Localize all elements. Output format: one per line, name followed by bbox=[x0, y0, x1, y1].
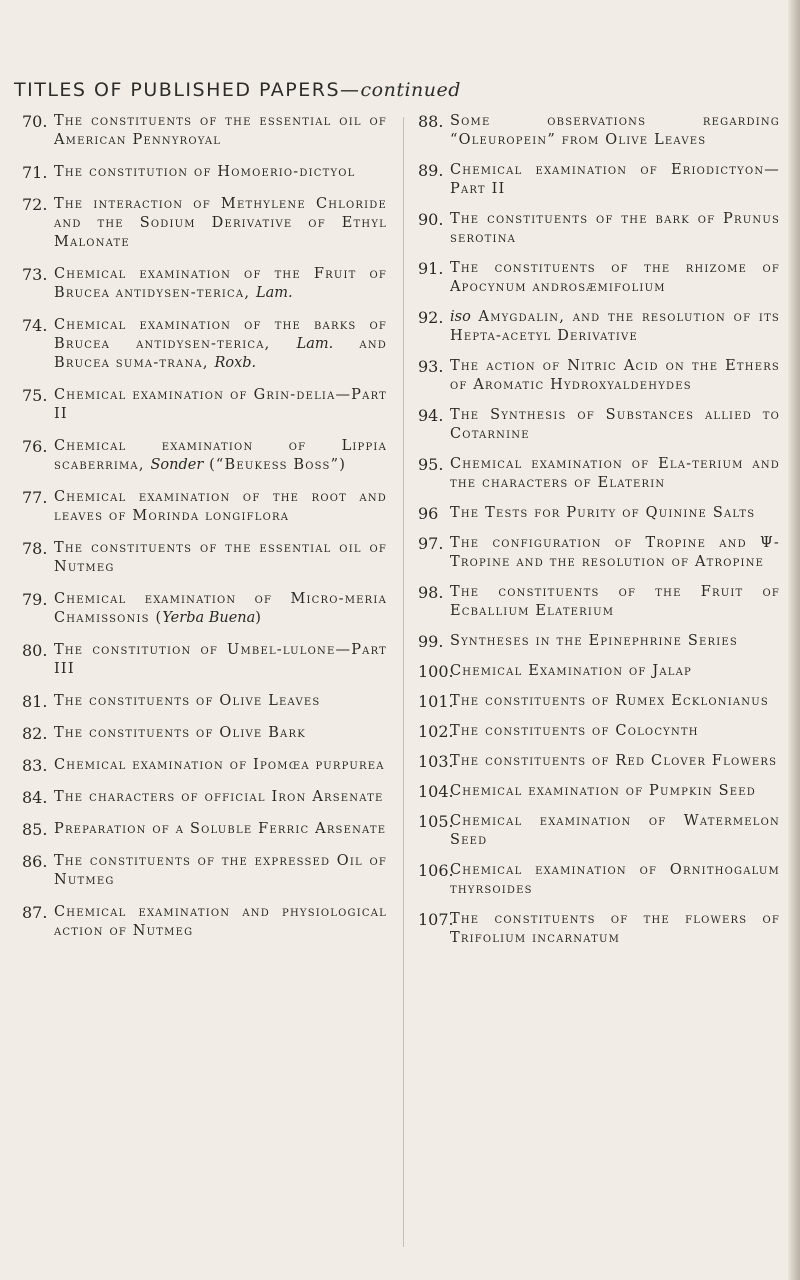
entry-title: Chemical examination of the root and leaves of Morinda longiflora bbox=[54, 489, 387, 524]
entry-number: 103. bbox=[418, 752, 454, 771]
entry-title: The constituents of the bark of Prunus serotina bbox=[450, 211, 780, 246]
entry-title: The constituents of the flowers of Trifolium incarnatum bbox=[450, 911, 780, 946]
entry-number: 106. bbox=[418, 861, 454, 880]
paper-title-entry bbox=[418, 692, 780, 711]
entry-italic-text: Lam. bbox=[255, 285, 293, 301]
paper-title-entry bbox=[22, 756, 387, 775]
paper-title-entry bbox=[22, 852, 387, 890]
entry-number: 88. bbox=[418, 112, 444, 131]
entry-title: Some observations regarding “Oleuropein” from Olive Leaves bbox=[450, 113, 780, 148]
entry-title: Chemical examination of Ornithogalum thyrsoides bbox=[450, 862, 780, 897]
paper-title-entry bbox=[418, 504, 780, 523]
entry-number: 100. bbox=[418, 662, 454, 681]
entry-title: The action of Nitric Acid on the Ethers of Aromatic Hydroxyaldehydes bbox=[450, 358, 780, 393]
paper-title-entry bbox=[418, 455, 780, 493]
entry-title: The constituents of the expressed Oil of Nutmeg bbox=[54, 853, 387, 888]
entry-title: Chemical examination of Ipomœa purpurea bbox=[54, 757, 385, 773]
entry-number: 104. bbox=[418, 782, 454, 801]
entry-italic-text: Yerba Buena bbox=[162, 610, 256, 626]
entry-title: The constituents of Colocynth bbox=[450, 723, 699, 739]
paper-title-entry bbox=[418, 259, 780, 297]
entry-italic-text: Lam. bbox=[296, 336, 334, 352]
entry-title: The constituents of Olive Leaves bbox=[54, 693, 321, 709]
entry-italic-text: Sonder bbox=[150, 457, 204, 473]
left-column bbox=[22, 112, 387, 954]
paper-title-entry bbox=[418, 662, 780, 681]
paper-title-entry bbox=[22, 641, 387, 679]
entry-text-part: ) bbox=[255, 610, 263, 626]
entry-title: Chemical examination and physiological action of Nutmeg bbox=[54, 904, 387, 939]
entry-title bbox=[54, 590, 387, 628]
paper-title-entry bbox=[22, 590, 387, 628]
entry-title: The constituents of Rumex Ecklonianus bbox=[450, 693, 769, 709]
entry-number: 95. bbox=[418, 455, 444, 474]
entry-number: 80. bbox=[22, 641, 48, 660]
entry-number: 82. bbox=[22, 724, 48, 743]
entry-number: 81. bbox=[22, 692, 48, 711]
entry-title: The constituents of Red Clover Flowers bbox=[450, 753, 778, 769]
entry-number: 107. bbox=[418, 910, 454, 929]
entry-title: The constituents of the essential oil of American Pennyroyal bbox=[54, 113, 387, 148]
paper-title-entry bbox=[418, 534, 780, 572]
entry-number: 87. bbox=[22, 903, 48, 922]
entry-title bbox=[54, 437, 387, 475]
entry-number: 77. bbox=[22, 488, 48, 507]
right-column bbox=[418, 112, 780, 959]
entry-number: 97. bbox=[418, 534, 444, 553]
paper-title-entry bbox=[418, 722, 780, 741]
entry-number: 76. bbox=[22, 437, 48, 456]
entry-number: 98. bbox=[418, 583, 444, 602]
header-continued: continued bbox=[360, 79, 461, 101]
entry-title: The constitution of Umbel-lulone—Part III bbox=[54, 642, 387, 677]
paper-title-entry bbox=[418, 308, 780, 346]
entry-text-part: Chemical examination of the Fruit of Brucea antidysen-terica, bbox=[54, 266, 387, 301]
header-title: TITLES OF PUBLISHED PAPERS— bbox=[14, 79, 361, 101]
entry-title: Chemical Examination of Jalap bbox=[450, 663, 692, 679]
entry-italic-text: iso bbox=[450, 309, 471, 325]
paper-title-entry bbox=[22, 488, 387, 526]
paper-title-entry bbox=[418, 812, 780, 850]
entry-title: The configuration of Tropine and Ψ-Tropine and the resolution of Atropine bbox=[450, 535, 780, 570]
entry-number: 75. bbox=[22, 386, 48, 405]
entry-text-part: Chemical examination of the barks of Brucea antidysen-terica, bbox=[54, 317, 387, 352]
page-header bbox=[14, 79, 461, 101]
entry-title bbox=[54, 265, 387, 303]
entry-title: Preparation of a Soluble Ferric Arsenate bbox=[54, 821, 387, 837]
column-divider bbox=[403, 117, 404, 1247]
entry-title: Chemical examination of Eriodictyon—Part II bbox=[450, 162, 780, 197]
entry-number: 93. bbox=[418, 357, 444, 376]
entry-number: 79. bbox=[22, 590, 48, 609]
entry-number: 99. bbox=[418, 632, 444, 651]
entry-text-part: (“Beukess Boss”) bbox=[203, 457, 347, 473]
entry-title: The Synthesis of Substances allied to Cotarnine bbox=[450, 407, 780, 442]
entry-title: The interaction of Methylene Chloride and the Sodium Derivative of Ethyl Malonate bbox=[54, 196, 387, 250]
page-edge-shadow bbox=[788, 0, 800, 1280]
entry-number: 96 bbox=[418, 504, 439, 523]
entry-number: 85. bbox=[22, 820, 48, 839]
entry-number: 72. bbox=[22, 195, 48, 214]
entry-number: 92. bbox=[418, 308, 444, 327]
paper-title-entry bbox=[22, 820, 387, 839]
paper-title-entry bbox=[418, 583, 780, 621]
entry-number: 74. bbox=[22, 316, 48, 335]
paper-title-entry bbox=[22, 265, 387, 303]
paper-title-entry bbox=[418, 357, 780, 395]
entry-title: The Tests for Purity of Quinine Salts bbox=[450, 505, 756, 521]
entry-number: 70. bbox=[22, 112, 48, 131]
entry-title: The constituents of the rhizome of Apocynum androsæmifolium bbox=[450, 260, 780, 295]
paper-title-entry bbox=[22, 386, 387, 424]
paper-title-entry bbox=[22, 437, 387, 475]
entry-italic-text: Roxb. bbox=[214, 355, 257, 371]
paper-title-entry bbox=[22, 788, 387, 807]
entry-number: 105. bbox=[418, 812, 454, 831]
entry-text-part: Chemical examination of Lippia scaberrima, bbox=[54, 438, 387, 473]
entry-text-part: Chemical examination of Micro-meria Chamissonis ( bbox=[54, 591, 387, 626]
paper-title-entry bbox=[22, 692, 387, 711]
paper-title-entry bbox=[22, 539, 387, 577]
entry-number: 94. bbox=[418, 406, 444, 425]
entry-title: Syntheses in the Epinephrine Series bbox=[450, 633, 738, 649]
entry-text-part: and Brucea suma-trana, bbox=[54, 336, 387, 371]
entry-title bbox=[450, 308, 780, 346]
paper-title-entry bbox=[418, 406, 780, 444]
paper-title-entry bbox=[418, 210, 780, 248]
entry-number: 91. bbox=[418, 259, 444, 278]
paper-title-entry bbox=[22, 195, 387, 252]
entry-title: Chemical examination of Watermelon Seed bbox=[450, 813, 780, 848]
entry-title: The characters of official Iron Arsenate bbox=[54, 789, 384, 805]
paper-title-entry bbox=[418, 161, 780, 199]
entry-text-part: Amygdalin, and the resolution of its Hepta-acetyl Derivative bbox=[450, 309, 780, 344]
entry-title: The constituents of the essential oil of Nutmeg bbox=[54, 540, 387, 575]
paper-title-entry bbox=[22, 112, 387, 150]
entry-number: 71. bbox=[22, 163, 48, 182]
entry-title: Chemical examination of Pumpkin Seed bbox=[450, 783, 756, 799]
paper-title-entry bbox=[22, 316, 387, 373]
entry-number: 101. bbox=[418, 692, 454, 711]
paper-title-entry bbox=[418, 632, 780, 651]
entry-number: 90. bbox=[418, 210, 444, 229]
paper-title-entry bbox=[418, 910, 780, 948]
paper-title-entry bbox=[418, 112, 780, 150]
paper-title-entry bbox=[418, 782, 780, 801]
paper-title-entry bbox=[22, 903, 387, 941]
entry-number: 84. bbox=[22, 788, 48, 807]
entry-title: The constitution of Homoerio-dictyol bbox=[54, 164, 356, 180]
entry-number: 73. bbox=[22, 265, 48, 284]
paper-title-entry bbox=[418, 752, 780, 771]
entry-number: 83. bbox=[22, 756, 48, 775]
paper-title-entry bbox=[22, 724, 387, 743]
entry-title: Chemical examination of Grin-delia—Part II bbox=[54, 387, 387, 422]
paper-title-entry bbox=[418, 861, 780, 899]
paper-title-entry bbox=[22, 163, 387, 182]
entry-title: Chemical examination of Ela-terium and the characters of Elaterin bbox=[450, 456, 780, 491]
entry-title: The constituents of Olive Bark bbox=[54, 725, 306, 741]
entry-number: 78. bbox=[22, 539, 48, 558]
entry-title bbox=[54, 316, 387, 373]
entry-number: 89. bbox=[418, 161, 444, 180]
entry-title: The constituents of the Fruit of Ecballium Elaterium bbox=[450, 584, 780, 619]
entry-number: 102. bbox=[418, 722, 454, 741]
entry-number: 86. bbox=[22, 852, 48, 871]
